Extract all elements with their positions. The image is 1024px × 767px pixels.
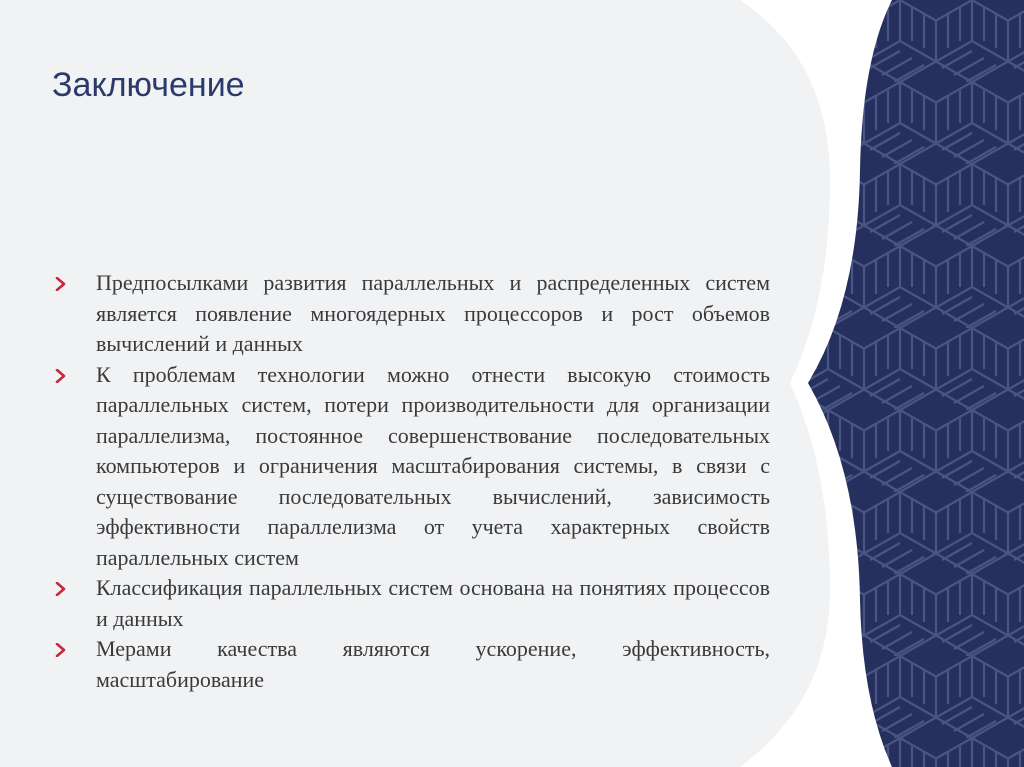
bullet-item	[52, 634, 770, 695]
bullet-item	[52, 360, 770, 574]
bullet-text: Предпосылками развития параллельных и распределенных систем является появление многоядерных процессоров и рост объемов вычислений и данных	[96, 270, 770, 356]
bullet-item	[52, 268, 770, 360]
bullet-item	[52, 573, 770, 634]
bullet-text: Мерами качества являются ускорение, эффективность, масштабирование	[96, 636, 770, 692]
bullet-text: Классификация параллельных систем основана на понятиях процессов и данных	[96, 575, 770, 631]
bullet-list	[52, 268, 770, 695]
chevron-right-icon	[54, 277, 68, 291]
chevron-right-icon	[54, 643, 68, 657]
bullet-text: К проблемам технологии можно отнести высокую стоимость параллельных систем, потери производительности для организации параллелизма, постоянное совершенствование последовательных компьютеров и ограничения масштабирования системы, в связи с существование последовательных вычислений, зависимость эффективности параллелизма от учета характерных свойств параллельных систем	[96, 361, 770, 570]
chevron-right-icon	[54, 369, 68, 383]
slide-title: Заключение	[52, 66, 245, 104]
chevron-right-icon	[54, 582, 68, 596]
